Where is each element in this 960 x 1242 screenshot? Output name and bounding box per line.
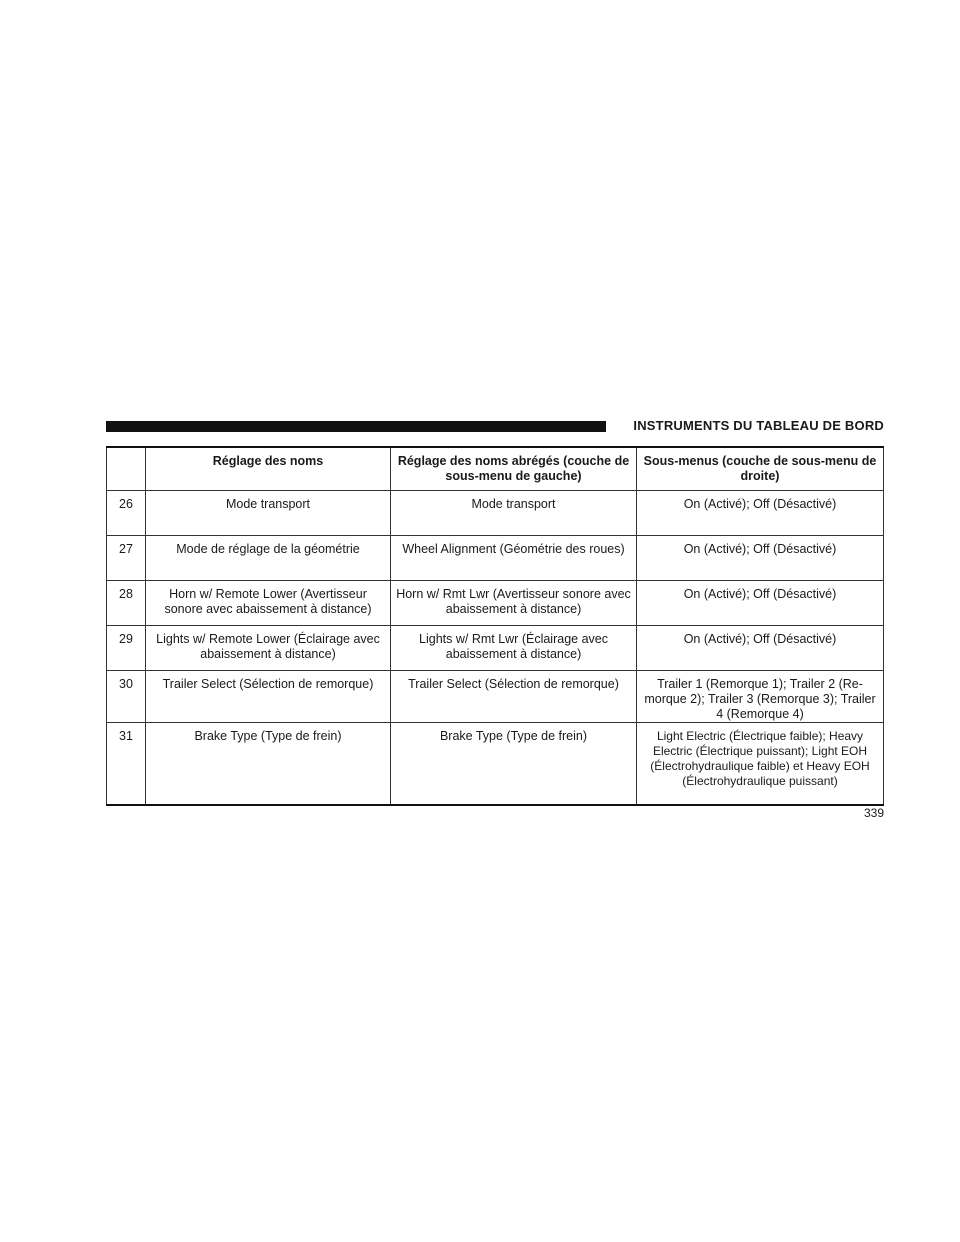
row-short-name: Brake Type (Type de frein) bbox=[391, 723, 637, 806]
table-header-row bbox=[107, 447, 884, 491]
table-row bbox=[107, 626, 884, 671]
header-cell-short-name: Réglage des noms abrégés (couche de sous-menu de gauche) bbox=[391, 447, 637, 491]
row-submenus: On (Activé); Off (Désactivé) bbox=[637, 581, 884, 626]
settings-table bbox=[106, 446, 884, 806]
row-submenus: On (Activé); Off (Désactivé) bbox=[637, 626, 884, 671]
header-cell-submenus: Sous-menus (couche de sous-menu de droite) bbox=[637, 447, 884, 491]
header-cell-name: Réglage des noms bbox=[146, 447, 391, 491]
header-cell-index bbox=[107, 447, 146, 491]
row-index: 29 bbox=[107, 626, 146, 671]
row-short-name: Mode transport bbox=[391, 491, 637, 536]
row-name: Horn w/ Remote Lower (Avertisseur sonore avec abaissement à distance) bbox=[146, 581, 391, 626]
row-name: Brake Type (Type de frein) bbox=[146, 723, 391, 806]
section-title: INSTRUMENTS DU TABLEAU DE BORD bbox=[633, 418, 884, 433]
table-row bbox=[107, 491, 884, 536]
row-index: 30 bbox=[107, 671, 146, 723]
row-name: Mode de réglage de la géométrie bbox=[146, 536, 391, 581]
row-short-name: Wheel Alignment (Géométrie des roues) bbox=[391, 536, 637, 581]
table-row bbox=[107, 581, 884, 626]
row-index: 28 bbox=[107, 581, 146, 626]
row-short-name: Trailer Select (Sélection de remorque) bbox=[391, 671, 637, 723]
row-submenus: Light Electric (Électrique faible); Heavy Electric (Électrique puissant); Light EOH (Électrohydraulique faible) et Heavy EOH (Électrohydraulique puissant) bbox=[637, 723, 884, 806]
row-name: Lights w/ Remote Lower (Éclairage avec abaissement à distance) bbox=[146, 626, 391, 671]
row-short-name: Lights w/ Rmt Lwr (Éclairage avec abaissement à distance) bbox=[391, 626, 637, 671]
row-index: 31 bbox=[107, 723, 146, 806]
row-submenus: On (Activé); Off (Désactivé) bbox=[637, 491, 884, 536]
row-submenus: Trailer 1 (Remorque 1); Trailer 2 (Re-morque 2); Trailer 3 (Remorque 3); Trailer 4 (Remorque 4) bbox=[637, 671, 884, 723]
row-short-name: Horn w/ Rmt Lwr (Avertisseur sonore avec abaissement à distance) bbox=[391, 581, 637, 626]
row-submenus: On (Activé); Off (Désactivé) bbox=[637, 536, 884, 581]
table-row bbox=[107, 671, 884, 723]
table-row bbox=[107, 536, 884, 581]
row-name: Trailer Select (Sélection de remorque) bbox=[146, 671, 391, 723]
page-number: 339 bbox=[863, 806, 884, 820]
row-index: 26 bbox=[107, 491, 146, 536]
row-index: 27 bbox=[107, 536, 146, 581]
row-name: Mode transport bbox=[146, 491, 391, 536]
header-bar bbox=[106, 421, 606, 432]
table-row bbox=[107, 723, 884, 806]
